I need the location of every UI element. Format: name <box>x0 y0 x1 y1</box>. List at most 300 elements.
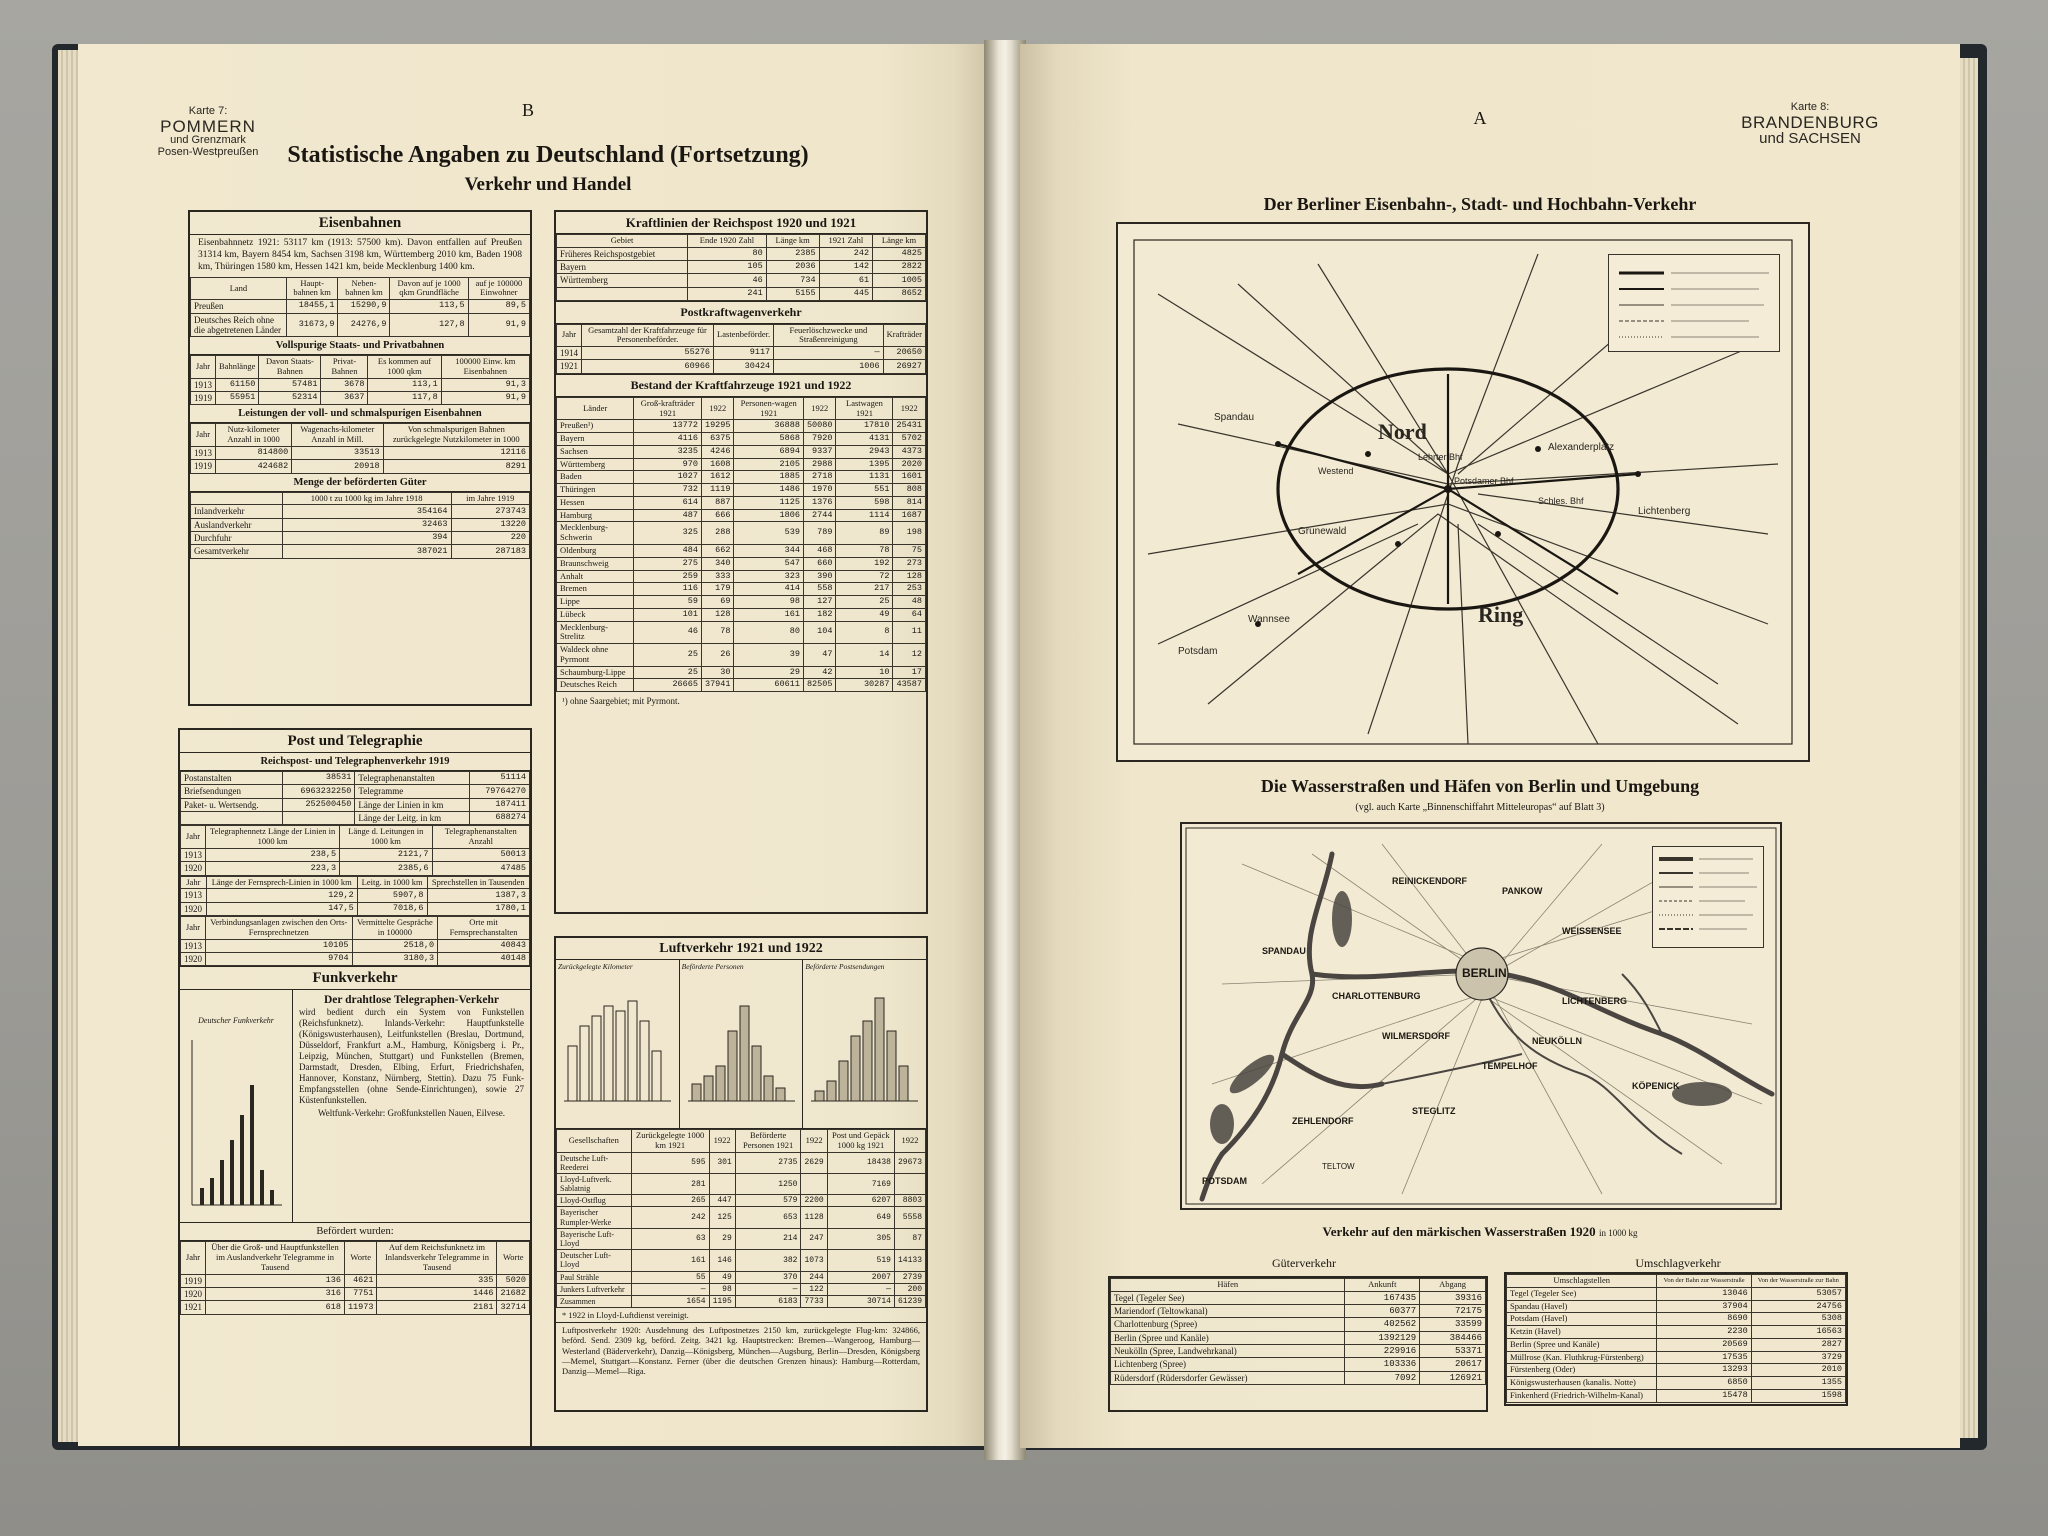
table-row <box>191 392 530 405</box>
wasser-unit: in 1000 kg <box>1598 1228 1638 1238</box>
map-label: WILMERSDORF <box>1382 1031 1450 1041</box>
cell: 316 <box>206 1287 345 1300</box>
cell: 5868 <box>734 433 803 446</box>
map-region-line2: und Grenzmark <box>170 134 246 147</box>
cell: 18455,1 <box>286 300 338 313</box>
luft-bar <box>640 1021 649 1101</box>
cell: 2718 <box>803 471 836 484</box>
cell: 394 <box>282 532 451 545</box>
cell: 50013 <box>432 848 529 861</box>
cell: 20650 <box>883 347 925 360</box>
cell: 814800 <box>216 446 292 459</box>
cell: 2200 <box>801 1195 827 1207</box>
luft-chart-post <box>803 960 926 1128</box>
table-row <box>557 445 926 458</box>
table-row <box>1111 1291 1486 1304</box>
cell: 1687 <box>893 509 926 522</box>
cell: Inlandverkehr <box>191 505 283 518</box>
table-row <box>1111 1345 1486 1358</box>
cell: 116 <box>634 583 702 596</box>
cell: Sachsen <box>557 445 634 458</box>
cell: 36888 <box>734 420 803 433</box>
cell: 217 <box>836 583 893 596</box>
table-row <box>1507 1364 1846 1377</box>
map-label-berlin: BERLIN <box>1462 966 1507 980</box>
table-row <box>181 772 530 785</box>
cell: Junkers Luftverkehr <box>557 1283 632 1295</box>
cell: 579 <box>735 1195 801 1207</box>
cell: 2230 <box>1657 1326 1751 1339</box>
cell: 52314 <box>259 392 321 405</box>
cell: 287183 <box>451 545 529 558</box>
col-header: 1922 <box>893 397 926 420</box>
cell: 1913 <box>191 446 216 459</box>
cell: 24756 <box>1751 1300 1845 1313</box>
luft-table <box>556 1129 926 1308</box>
cell <box>181 812 283 825</box>
cell: 29673 <box>894 1152 925 1173</box>
col-header: Davon auf je 1000 qkm Grundfläche <box>390 277 468 300</box>
cell: — <box>735 1283 801 1295</box>
cell: Länge der Leitg. in km <box>355 812 470 825</box>
cell: 1114 <box>836 509 893 522</box>
cell: 87 <box>894 1228 925 1249</box>
cell: 1250 <box>735 1173 801 1194</box>
col-header: Ankunft <box>1345 1279 1420 1292</box>
map-label: ZEHLENDORF <box>1292 1116 1354 1126</box>
cell: 734 <box>766 274 819 287</box>
table-row <box>1111 1358 1486 1371</box>
cell: 5155 <box>766 287 819 300</box>
cell: 666 <box>701 509 734 522</box>
table-row <box>557 1250 926 1271</box>
cell: 14133 <box>894 1250 925 1271</box>
cell: 1392129 <box>1345 1331 1420 1344</box>
verbindung-table <box>180 916 530 966</box>
cell: 3235 <box>634 445 702 458</box>
cell: 247 <box>801 1228 827 1249</box>
cell: Deutsches Reich ohne die abgetretenen Länder <box>191 313 287 337</box>
col-header: Sprechstellen in Tausenden <box>427 876 530 889</box>
luft-bar <box>899 1066 908 1101</box>
luft-km-chart <box>556 976 674 1116</box>
table-row <box>191 532 530 545</box>
funk-bar <box>210 1178 214 1205</box>
cell: 11 <box>893 621 926 644</box>
cell: 244 <box>801 1271 827 1283</box>
cell: Lippe <box>557 596 634 609</box>
cell: 37904 <box>1657 1300 1751 1313</box>
funk-bar <box>250 1085 254 1205</box>
col-header: Lastenbeförder. <box>714 324 774 347</box>
table-row <box>557 471 926 484</box>
funk-text-heading: Der drahtlose Telegraphen-Verkehr <box>323 994 500 1007</box>
cell: Länge der Linien in km <box>355 798 470 811</box>
cell: 10105 <box>206 939 353 952</box>
cell: 1913 <box>181 939 206 952</box>
eisenbahnen-table <box>190 277 530 338</box>
cell: Müllrose (Kan. Fluthkrug-Fürstenberg) <box>1507 1351 1657 1364</box>
cell: 1914 <box>557 347 582 360</box>
col-header: Häfen <box>1111 1279 1345 1292</box>
cell: 5702 <box>893 433 926 446</box>
cell: Oldenburg <box>557 544 634 557</box>
cell: 127,8 <box>390 313 468 337</box>
cell: 200 <box>894 1283 925 1295</box>
cell: 220 <box>451 532 529 545</box>
cell: 2744 <box>803 509 836 522</box>
cell: 1885 <box>734 471 803 484</box>
gueterverkehr-title: Güterverkehr <box>1272 1256 1336 1270</box>
cell: 20569 <box>1657 1338 1751 1351</box>
cell: Telegraphenanstalten <box>355 772 470 785</box>
cell: 75 <box>893 544 926 557</box>
cell: 29 <box>734 666 803 679</box>
map-label: Karte 8: <box>1790 101 1830 113</box>
table-row <box>181 848 530 861</box>
cell <box>282 812 354 825</box>
cell: 69 <box>701 596 734 609</box>
cell: 78 <box>701 621 734 644</box>
cell: 2827 <box>1751 1338 1845 1351</box>
cell <box>709 1173 735 1194</box>
cell: 128 <box>701 608 734 621</box>
cell: Mecklenburg-Strelitz <box>557 621 634 644</box>
cell: 1376 <box>803 496 836 509</box>
table-row <box>557 522 926 545</box>
cell: 40148 <box>438 952 530 965</box>
table-row <box>557 1228 926 1249</box>
cell: Lloyd-Luftverk. Sablatnig <box>557 1173 632 1194</box>
cell: 38531 <box>282 772 354 785</box>
col-header: Jahr <box>191 424 216 447</box>
luft-bar <box>716 1066 725 1101</box>
col-header: 100000 Einw. km Eisenbahnen <box>441 356 529 379</box>
vollspurige-title: Vollspurige Staats- und Privatbahnen <box>190 337 530 355</box>
cell: Thüringen <box>557 484 634 497</box>
cell: 24276,9 <box>338 313 390 337</box>
cell: 6207 <box>827 1195 894 1207</box>
map-label: Alexanderplatz <box>1548 442 1615 453</box>
luft-bar <box>592 1016 601 1101</box>
cell: 8803 <box>894 1195 925 1207</box>
luft-bar <box>740 1006 749 1101</box>
cell: 91,9 <box>468 313 529 337</box>
kraftlinien-title: Kraftlinien der Reichspost 1920 und 1921 <box>556 212 926 234</box>
berlin-rail-map <box>1116 222 1810 762</box>
cell: 25 <box>634 666 702 679</box>
col-header: Gesellschaften <box>557 1130 632 1153</box>
cell: 887 <box>701 496 734 509</box>
cell: Bayerischer Rumpler-Werke <box>557 1207 632 1228</box>
cell: 13220 <box>451 518 529 531</box>
cell: 1919 <box>191 392 216 405</box>
cell: 2385,6 <box>340 862 432 875</box>
cell: 1970 <box>803 484 836 497</box>
waterways-legend-lines <box>1653 847 1763 947</box>
cell: 49 <box>709 1271 735 1283</box>
cell: 17535 <box>1657 1351 1751 1364</box>
cell: 259 <box>634 570 702 583</box>
luft-text: Luftpostverkehr 1920: Ausdehnung des Luftpostnetzes 2150 km, zurückgelegte Flug-km: 324866, beförd. Send. 2309 kg, beförd. Zeitg. 3421 kg. Hauptstrecken: Bremen—Wangeroog, Hamburg—Westerland (Bäderverkehr), Danzig—Königsberg, München—Augsburg, Berlin—Dresden, Königsberg—Memel, Stuttgart—Konstanz. Ferner (über die deutschen Grenzen hinaus): Hamburg—Rotterdam, Danzig—Memel—Riga. <box>556 1322 926 1378</box>
cell: 662 <box>701 544 734 557</box>
table-row <box>557 1195 926 1207</box>
table-row <box>1111 1371 1486 1384</box>
cell: 1006 <box>774 360 883 373</box>
cell: 402562 <box>1345 1318 1420 1331</box>
cell: 323 <box>734 570 803 583</box>
cell: 29 <box>709 1228 735 1249</box>
luft-chart-title: Beförderte Postsendungen <box>805 962 885 971</box>
cell: 1119 <box>701 484 734 497</box>
cell: Baden <box>557 471 634 484</box>
luftverkehr-box <box>554 936 928 1412</box>
cell: 11973 <box>344 1301 377 1314</box>
cell: 126921 <box>1420 1371 1486 1384</box>
table-row <box>557 433 926 446</box>
cell: 72 <box>836 570 893 583</box>
cell: 26 <box>701 644 734 667</box>
cell: — <box>774 347 883 360</box>
table-row <box>181 1301 530 1314</box>
cell: 1921 <box>557 360 582 373</box>
cell: 146 <box>709 1250 735 1271</box>
funk-bar <box>270 1190 274 1205</box>
cell: 1913 <box>191 378 216 391</box>
cell: 1446 <box>377 1287 497 1300</box>
cell: 13772 <box>634 420 702 433</box>
befoerdert-title: Befördert wurden: <box>180 1223 530 1241</box>
cell: 2181 <box>377 1301 497 1314</box>
table-row <box>557 1283 926 1295</box>
cell: Württemberg <box>557 458 634 471</box>
cell: Spandau (Havel) <box>1507 1300 1657 1313</box>
cell: 281 <box>631 1173 709 1194</box>
cell: 17810 <box>836 420 893 433</box>
map2-note: (vgl. auch Karte „Binnenschiffahrt Mitteleuropas“ auf Blatt 3) <box>1355 802 1605 813</box>
col-header: Länge km <box>873 235 926 248</box>
col-header: Vermittelte Gespräche in 100000 <box>352 917 438 940</box>
col-header: Gebiet <box>557 235 688 248</box>
cell: 539 <box>734 522 803 545</box>
cell: 53371 <box>1420 1345 1486 1358</box>
cell: 595 <box>631 1152 709 1173</box>
map-label: PANKOW <box>1502 886 1543 896</box>
col-header: Orte mit Fernsprechanstalten <box>438 917 530 940</box>
col-header: Zurückgelegte 1000 km 1921 <box>631 1130 709 1153</box>
funk-chart <box>180 990 293 1222</box>
table-row <box>557 274 926 287</box>
funk-bar <box>260 1170 264 1205</box>
funk-text-block <box>293 990 530 1222</box>
cell: 5907,8 <box>357 889 427 902</box>
kraftlinien-box <box>554 210 928 914</box>
cell: Bayerische Luft-Lloyd <box>557 1228 632 1249</box>
luft-bar <box>875 998 884 1101</box>
cell: 113,5 <box>390 300 468 313</box>
col-header: Abgang <box>1420 1279 1486 1292</box>
cell: Deutsches Reich <box>557 679 634 692</box>
table-row <box>557 287 926 300</box>
gueterverkehr-box <box>1108 1276 1488 1412</box>
cell: 6963232250 <box>282 785 354 798</box>
cell: Bayern <box>557 261 688 274</box>
table-row <box>557 644 926 667</box>
cell: 30714 <box>827 1295 894 1307</box>
cell: 487 <box>634 509 702 522</box>
col-header: Worte <box>344 1242 377 1274</box>
map-label: REINICKENDORF <box>1392 876 1468 886</box>
left-page <box>78 44 990 1446</box>
bestand-table <box>556 397 926 692</box>
umschlag-table <box>1506 1274 1846 1403</box>
table-row <box>557 261 926 274</box>
cell: — <box>631 1283 709 1295</box>
cell: Ketzin (Havel) <box>1507 1326 1657 1339</box>
cell: 91,9 <box>441 392 529 405</box>
cell: 1920 <box>181 902 207 915</box>
col-header: Jahr <box>181 826 206 849</box>
cell: 598 <box>836 496 893 509</box>
cell: 61239 <box>894 1295 925 1307</box>
cell: 127 <box>803 596 836 609</box>
col-header: Verbindungsanlagen zwischen den Orts-Fernsprechnetzen <box>206 917 353 940</box>
cell: 1913 <box>181 848 206 861</box>
col-header: Auf dem Reichsfunknetz im Inlandsverkehr Telegramme in Tausend <box>377 1242 497 1274</box>
cell: Schaumburg-Lippe <box>557 666 634 679</box>
table-row <box>557 496 926 509</box>
luft-chart-title: Zurückgelegte Kilometer <box>558 962 633 971</box>
pkw-title: Postkraftwagenverkehr <box>556 301 926 324</box>
cell: 55951 <box>216 392 259 405</box>
table-row <box>557 1152 926 1173</box>
cell: Zusammen <box>557 1295 632 1307</box>
table-row <box>557 1173 926 1194</box>
cell: 32463 <box>282 518 451 531</box>
cell: 20617 <box>1420 1358 1486 1371</box>
table-row <box>181 812 530 825</box>
col-header: Beförderte Personen 1921 <box>735 1130 801 1153</box>
cell: 26665 <box>634 679 702 692</box>
table-row <box>1111 1318 1486 1331</box>
cell: 63 <box>631 1228 709 1249</box>
cell: 382 <box>735 1250 801 1271</box>
table-row <box>1507 1287 1846 1300</box>
cell: 55276 <box>582 347 714 360</box>
table-row <box>557 509 926 522</box>
cell: 325 <box>634 522 702 545</box>
luft-bar <box>752 1046 761 1101</box>
cell: Tegel (Tegeler See) <box>1111 1291 1345 1304</box>
cell: 30 <box>701 666 734 679</box>
cell: 55 <box>631 1271 709 1283</box>
cell: 31673,9 <box>286 313 338 337</box>
cell: 117,8 <box>368 392 441 405</box>
col-header: Umschlagstellen <box>1507 1275 1657 1288</box>
table-row <box>191 300 530 313</box>
cell: 2385 <box>766 247 819 260</box>
table-row <box>1111 1331 1486 1344</box>
cell: 4621 <box>344 1274 377 1287</box>
cell: 7018,6 <box>357 902 427 915</box>
cell: Hessen <box>557 496 634 509</box>
cell: 125 <box>709 1207 735 1228</box>
cell: 558 <box>803 583 836 596</box>
cell: Deutscher Luft-Lloyd <box>557 1250 632 1271</box>
col-header: Ende 1920 Zahl <box>688 235 767 248</box>
table-row <box>557 583 926 596</box>
cell: 42 <box>803 666 836 679</box>
cell: 12 <box>893 644 926 667</box>
cell: 50080 <box>803 420 836 433</box>
cell: 128 <box>893 570 926 583</box>
cell: 103336 <box>1345 1358 1420 1371</box>
luft-chart-km <box>556 960 680 1128</box>
cell: 12116 <box>383 446 529 459</box>
luft-bar <box>692 1084 701 1101</box>
cell: 618 <box>206 1301 345 1314</box>
cell: 4825 <box>873 247 926 260</box>
cell: Früheres Reichspostgebiet <box>557 247 688 260</box>
cell: 101 <box>634 608 702 621</box>
col-header: 1922 <box>701 397 734 420</box>
table-row <box>181 939 530 952</box>
luftverkehr-title: Luftverkehr 1921 und 1922 <box>556 938 926 960</box>
table-row <box>557 557 926 570</box>
cell: 57481 <box>259 378 321 391</box>
table-row <box>1507 1338 1846 1351</box>
cell: 1598 <box>1751 1389 1845 1402</box>
table-row <box>1507 1313 1846 1326</box>
cell: 1486 <box>734 484 803 497</box>
funk-chart-title: Deutscher Funkverkehr <box>198 1016 274 1026</box>
col-header: Leitg. in 1000 km <box>357 876 427 889</box>
map1-title: Der Berliner Eisenbahn-, Stadt- und Hochbahn-Verkehr <box>1263 194 1697 214</box>
kraftlinien-table <box>556 234 926 301</box>
cell: Paul Strähle <box>557 1271 632 1283</box>
cell: 1125 <box>734 496 803 509</box>
table-row <box>181 1274 530 1287</box>
cell: 484 <box>634 544 702 557</box>
post-pairs-table <box>180 771 530 825</box>
cell: 105 <box>688 261 767 274</box>
cell: 60966 <box>582 360 714 373</box>
cell: 7733 <box>801 1295 827 1307</box>
col-header: Land <box>191 277 287 300</box>
cell: 26927 <box>883 360 925 373</box>
cell: Briefsendungen <box>181 785 283 798</box>
cell: 370 <box>735 1271 801 1283</box>
cell: 273 <box>893 557 926 570</box>
map-label-ring: Ring <box>1478 602 1524 627</box>
cell: 98 <box>709 1283 735 1295</box>
col-header: 1000 t zu 1000 kg im Jahre 1918 <box>282 492 451 505</box>
cell: 53057 <box>1751 1287 1845 1300</box>
table-row <box>557 420 926 433</box>
cell: 265 <box>631 1195 709 1207</box>
funk-bar <box>230 1140 234 1205</box>
cell: 46 <box>634 621 702 644</box>
cell: 223,3 <box>206 862 340 875</box>
luft-bar <box>704 1076 713 1101</box>
luft-bar <box>652 1051 661 1101</box>
cell: 344 <box>734 544 803 557</box>
cell: Lübeck <box>557 608 634 621</box>
table-row <box>557 360 926 373</box>
cell: 16563 <box>1751 1326 1845 1339</box>
luft-bar <box>764 1076 773 1101</box>
cell: Auslandverkehr <box>191 518 283 531</box>
